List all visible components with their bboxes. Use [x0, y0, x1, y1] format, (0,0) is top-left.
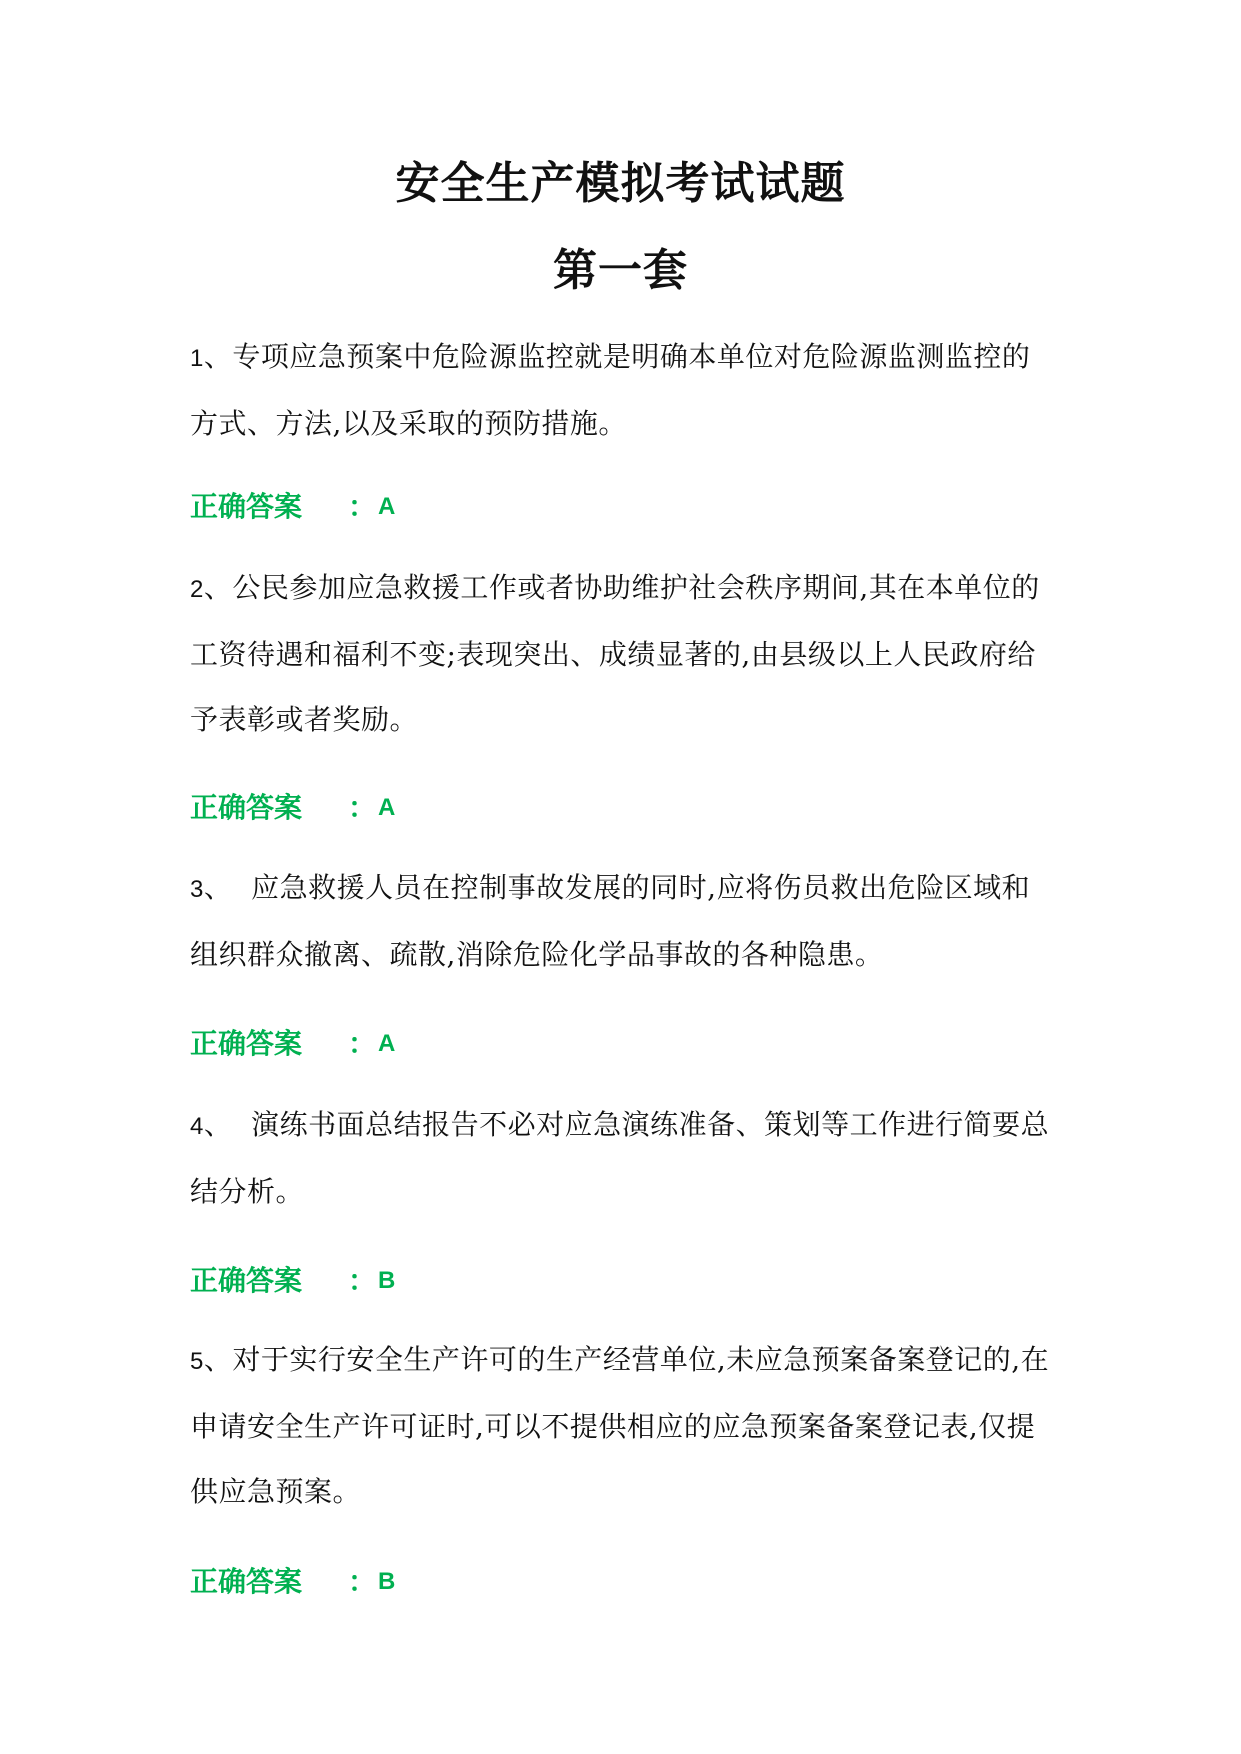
answer-colon: ：: [348, 491, 377, 522]
answer-1: [190, 485, 590, 529]
question-number: 1: [190, 345, 204, 372]
question-number: 4: [190, 1113, 204, 1140]
question-text: 应急救援人员在控制事故发展的同时,应将伤员救出危险区域和组织群众撤离、疏散,消除危险化学品事故的各种隐患。: [190, 871, 1031, 971]
question-text: 公民参加应急救援工作或者协助维护社会秩序期间,其在本单位的工资待遇和福利不变;表现突出、成绩显著的,由县级以上人民政府给予表彰或者奖励。: [190, 571, 1040, 736]
question-4: [190, 1092, 1055, 1224]
question-1: [190, 324, 1055, 456]
question-number: 3: [190, 876, 204, 903]
question-separator: 、: [203, 571, 233, 604]
answer-5: [190, 1560, 590, 1604]
answer-label: 正确答案: [190, 491, 303, 522]
question-2: [190, 555, 1055, 752]
answer-value: B: [378, 1267, 396, 1294]
answer-value: A: [378, 493, 396, 520]
answer-2: [190, 786, 590, 830]
question-separator: 、: [203, 1343, 233, 1376]
answer-label: 正确答案: [190, 792, 303, 823]
document-subtitle: 第一套: [553, 245, 688, 296]
question-3: [190, 855, 1055, 987]
document-title: 安全生产模拟考试试题: [395, 158, 846, 209]
answer-value: A: [378, 1030, 396, 1057]
answer-colon: ：: [348, 1566, 377, 1597]
question-text: 专项应急预案中危险源监控就是明确本单位对危险源监测监控的方式、方法,以及采取的预防措施。: [190, 340, 1031, 440]
answer-4: [190, 1259, 590, 1303]
question-separator: 、: [203, 871, 252, 904]
question-5: [190, 1327, 1055, 1524]
answer-label: 正确答案: [190, 1566, 303, 1597]
question-text: 对于实行安全生产许可的生产经营单位,未应急预案备案登记的,在申请安全生产许可证时,可以不提供相应的应急预案备案登记表,仅提供应急预案。: [190, 1343, 1050, 1508]
answer-value: A: [378, 794, 396, 821]
answer-colon: ：: [348, 1028, 377, 1059]
question-separator: 、: [203, 1108, 252, 1141]
answer-3: [190, 1022, 590, 1066]
answer-colon: ：: [348, 792, 377, 823]
question-separator: 、: [203, 340, 233, 373]
question-number: 2: [190, 576, 204, 603]
answer-value: B: [378, 1568, 396, 1595]
answer-colon: ：: [348, 1265, 377, 1296]
answer-label: 正确答案: [190, 1265, 303, 1296]
answer-label: 正确答案: [190, 1028, 303, 1059]
question-text: 演练书面总结报告不必对应急演练准备、策划等工作进行简要总结分析。: [190, 1108, 1050, 1208]
question-number: 5: [190, 1348, 204, 1375]
